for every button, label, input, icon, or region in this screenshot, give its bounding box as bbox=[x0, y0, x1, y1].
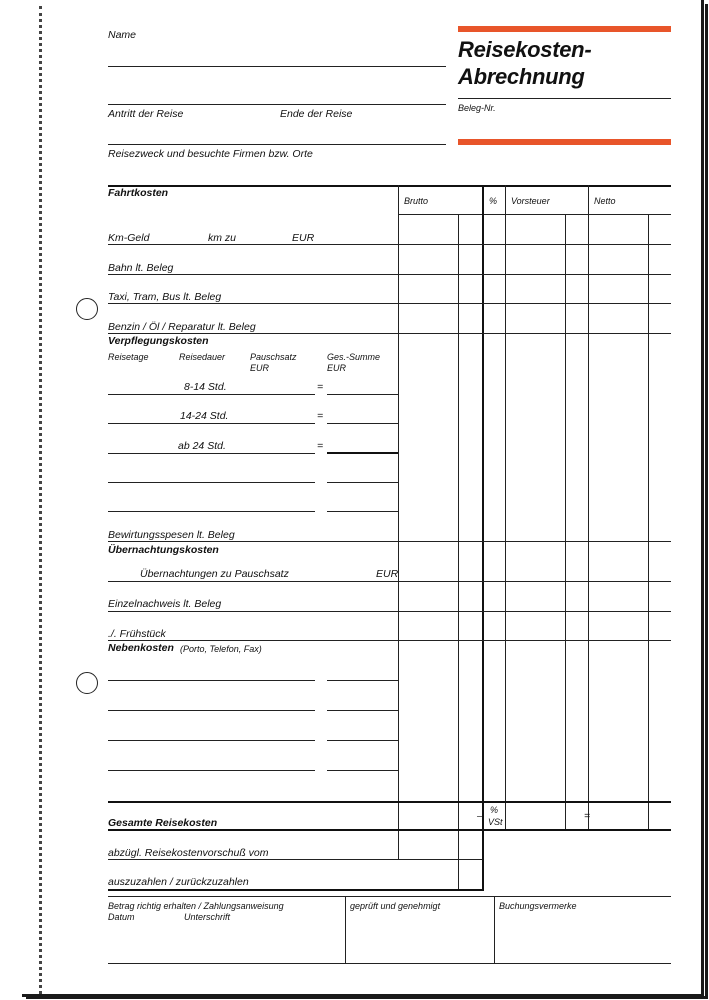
nebenkosten-line[interactable] bbox=[108, 710, 315, 711]
verpflegung-row3-label: ab 24 Std. bbox=[178, 440, 226, 452]
column-header-brutto: Brutto bbox=[404, 196, 429, 206]
fruehstueck-label: ./. Frühstück bbox=[108, 628, 166, 640]
verpflegung-row2-line[interactable] bbox=[108, 423, 315, 424]
column-line-vorsteuer-cents bbox=[565, 214, 566, 830]
vorschuss-line[interactable] bbox=[108, 859, 482, 860]
uebernachtung-pauschsatz-label: Übernachtungen zu Pauschsatz bbox=[140, 568, 289, 580]
column-line-netto-cents bbox=[648, 214, 649, 830]
equals-sign: = bbox=[317, 410, 324, 422]
name-line[interactable] bbox=[108, 66, 446, 67]
column-header-vorsteuer: Vorsteuer bbox=[511, 196, 550, 206]
bahn-label: Bahn lt. Beleg bbox=[108, 262, 174, 274]
nebenkosten-line[interactable] bbox=[108, 770, 315, 771]
footer-bottom-rule bbox=[108, 963, 671, 964]
fruehstueck-line[interactable] bbox=[108, 640, 671, 641]
column-line-netto bbox=[588, 185, 589, 830]
nebenkosten-note: (Porto, Telefon, Fax) bbox=[180, 644, 262, 654]
einzelnachweis-line[interactable] bbox=[108, 611, 671, 612]
datum-label: Datum bbox=[108, 912, 135, 922]
vorschuss-label: abzügl. Reisekostenvorschuß vom bbox=[108, 847, 269, 859]
verpflegung-row1-sum[interactable] bbox=[327, 394, 398, 395]
column-line-brutto-cents bbox=[458, 214, 459, 890]
verpflegung-row3-line[interactable] bbox=[108, 453, 315, 454]
geprueft-label: geprüft und genehmigt bbox=[350, 901, 441, 911]
col-reisedauer: Reisedauer bbox=[179, 352, 226, 362]
vst-label: VSt bbox=[488, 817, 503, 827]
gesamt-line[interactable] bbox=[108, 829, 671, 831]
verpflegung-row1-line[interactable] bbox=[108, 394, 315, 395]
minus-sign: – bbox=[477, 810, 483, 822]
km-eur-label: EUR bbox=[292, 232, 315, 244]
column-line-vorsteuer bbox=[505, 185, 506, 830]
equals-sign: = bbox=[317, 440, 324, 452]
uebernachtung-pauschsatz-line[interactable] bbox=[108, 581, 671, 582]
verpflegung-row2-label: 14-24 Std. bbox=[180, 410, 229, 422]
perforation-line bbox=[39, 6, 42, 994]
verpflegung-row1-label: 8-14 Std. bbox=[184, 381, 227, 393]
auszahlen-line[interactable] bbox=[108, 889, 484, 891]
verpflegung-extra-line[interactable] bbox=[108, 482, 315, 483]
nebenkosten-sum[interactable] bbox=[327, 710, 398, 711]
section-heading-nebenkosten: Nebenkosten bbox=[108, 642, 174, 654]
km-geld-label: Km-Geld bbox=[108, 232, 150, 244]
start-end-line[interactable] bbox=[108, 104, 446, 105]
section-heading-uebernachtung: Übernachtungskosten bbox=[108, 544, 219, 556]
title-accent-bar bbox=[458, 26, 671, 32]
receipt-no-label: Beleg-Nr. bbox=[458, 103, 496, 113]
vst-percent-label: % bbox=[490, 805, 499, 815]
km-zu-label: km zu bbox=[208, 232, 237, 244]
column-header-rule bbox=[398, 214, 671, 215]
purpose-line[interactable] bbox=[108, 144, 446, 145]
purpose-label: Reisezweck und besuchte Firmen bzw. Orte bbox=[108, 148, 313, 160]
uebernachtung-eur-label: EUR bbox=[376, 568, 399, 580]
start-label: Antritt der Reise bbox=[108, 108, 184, 120]
form-title-line2: Abrechnung bbox=[458, 64, 585, 89]
taxi-line[interactable] bbox=[108, 303, 671, 304]
footer-divider bbox=[345, 896, 346, 963]
title-accent-bar bbox=[458, 139, 671, 145]
taxi-label: Taxi, Tram, Bus lt. Beleg bbox=[108, 291, 222, 303]
footer-divider bbox=[494, 896, 495, 963]
section-heading-fahrtkosten: Fahrtkosten bbox=[108, 187, 169, 199]
km-geld-line[interactable] bbox=[108, 244, 671, 245]
nebenkosten-line[interactable] bbox=[108, 680, 315, 681]
benzin-line[interactable] bbox=[108, 333, 671, 334]
verpflegung-row3-sum[interactable] bbox=[327, 452, 398, 454]
col-summe: Ges.-Summe bbox=[327, 352, 381, 362]
nebenkosten-sum[interactable] bbox=[327, 680, 398, 681]
equals-sign: = bbox=[317, 381, 324, 393]
nebenkosten-sum[interactable] bbox=[327, 740, 398, 741]
unterschrift-label: Unterschrift bbox=[184, 912, 231, 922]
column-line-percent bbox=[482, 185, 484, 890]
verpflegung-extra-sum[interactable] bbox=[327, 482, 398, 483]
bewirtung-line[interactable] bbox=[108, 541, 671, 542]
footer-top-rule bbox=[108, 896, 671, 897]
benzin-label: Benzin / Öl / Reparatur lt. Beleg bbox=[108, 321, 256, 333]
bahn-line[interactable] bbox=[108, 274, 671, 275]
form-title-line1: Reisekosten- bbox=[458, 37, 592, 62]
col-reisetage: Reisetage bbox=[108, 352, 149, 362]
nebenkosten-line[interactable] bbox=[108, 740, 315, 741]
gesamt-label: Gesamte Reisekosten bbox=[108, 817, 218, 829]
column-header-percent: % bbox=[489, 196, 498, 206]
col-pauschsatz: Pauschsatz bbox=[250, 352, 297, 362]
section-heading-verpflegung: Verpflegungskosten bbox=[108, 335, 209, 347]
totals-top-rule bbox=[108, 801, 671, 803]
verpflegung-row2-sum[interactable] bbox=[327, 423, 398, 424]
equals-sign: = bbox=[584, 810, 591, 822]
receipt-no-line[interactable] bbox=[458, 98, 671, 99]
end-label: Ende der Reise bbox=[280, 108, 353, 120]
buchung-label: Buchungsvermerke bbox=[499, 901, 577, 911]
verpflegung-extra-sum[interactable] bbox=[327, 511, 398, 512]
auszahlen-label: auszuzahlen / zurückzuzahlen bbox=[108, 876, 249, 888]
column-header-netto: Netto bbox=[594, 196, 616, 206]
table-top-rule bbox=[108, 185, 671, 187]
col-summe-unit: EUR bbox=[327, 363, 347, 373]
received-label: Betrag richtig erhalten / Zahlungsanweisung bbox=[108, 901, 284, 911]
einzelnachweis-label: Einzelnachweis lt. Beleg bbox=[108, 598, 222, 610]
nebenkosten-sum[interactable] bbox=[327, 770, 398, 771]
col-pauschsatz-unit: EUR bbox=[250, 363, 270, 373]
punch-hole-icon bbox=[76, 298, 98, 320]
bewirtung-label: Bewirtungsspesen lt. Beleg bbox=[108, 529, 235, 541]
verpflegung-extra-line[interactable] bbox=[108, 511, 315, 512]
punch-hole-icon bbox=[76, 672, 98, 694]
name-label: Name bbox=[108, 29, 137, 41]
column-line-brutto bbox=[398, 185, 399, 860]
